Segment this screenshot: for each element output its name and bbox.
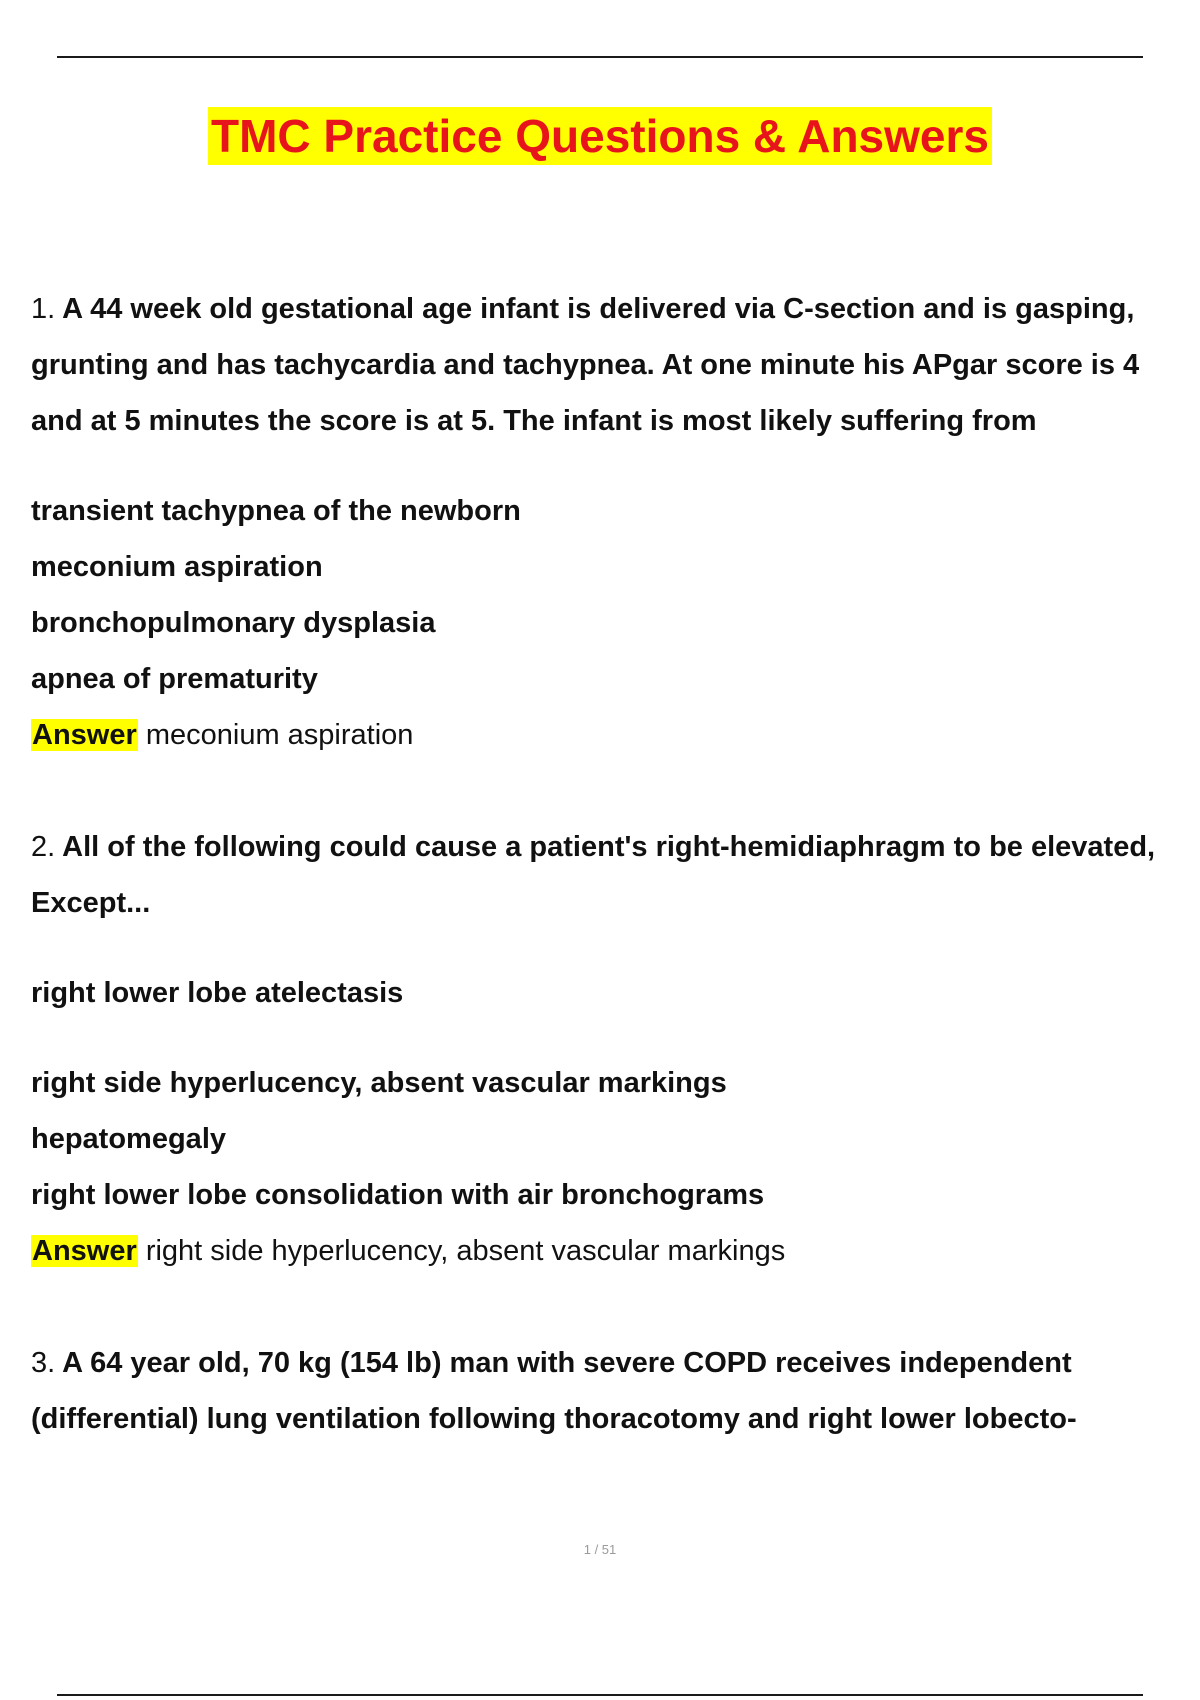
question-3: [31, 1335, 1191, 1447]
question-1-text: [31, 281, 1191, 449]
question-stem: A 44 week old gestational age infant is delivered via C-section and is gasping, grunting and has tachycardia and tachypnea. At one minute his APgar score is 4 and at 5 minutes the score is at 5. The infant is most likely suffering from: [31, 293, 1140, 437]
option: meconium aspiration: [31, 551, 323, 583]
answer-tag: Answer: [32, 719, 137, 751]
question-3-text: [31, 1335, 1191, 1447]
page-number: 1 / 51: [583, 1542, 617, 1557]
option: right lower lobe atelectasis: [31, 977, 404, 1009]
option: apnea of prematurity: [31, 663, 318, 695]
answer-text: meconium aspiration: [145, 719, 414, 751]
question-number: 1.: [31, 293, 56, 325]
top-rule: [57, 56, 1143, 58]
document-title: TMC Practice Questions & Answers: [208, 107, 992, 165]
question-stem: A 64 year old, 70 kg (154 lb) man with severe COPD receives independent (differential) lung ventilation following thoracotomy and right lower lobecto-: [31, 1347, 1077, 1435]
option: right lower lobe consolidation with air bronchograms: [31, 1179, 765, 1211]
option: right side hyperlucency, absent vascular markings: [31, 1067, 727, 1099]
option: bronchopulmonary dysplasia: [31, 607, 436, 639]
answer-text: right side hyperlucency, absent vascular markings: [145, 1235, 786, 1267]
answer-tag: Answer: [32, 1235, 137, 1267]
option: hepatomegaly: [31, 1123, 226, 1155]
question-1: [31, 281, 1191, 763]
title-container: [0, 107, 1200, 165]
bottom-rule: [57, 1694, 1143, 1696]
question-2-answer: [31, 1223, 1191, 1279]
question-2: [31, 819, 1191, 1279]
question-1-answer: [31, 707, 1191, 763]
question-2-text: [31, 819, 1191, 931]
question-number: 2.: [31, 831, 56, 863]
question-stem: All of the following could cause a patient's right-hemidiaphragm to be elevated, Except...: [31, 831, 1156, 919]
question-1-options: [31, 483, 1191, 707]
question-list: [31, 281, 1191, 1447]
question-number: 3.: [31, 1347, 56, 1379]
option: transient tachypnea of the newborn: [31, 495, 521, 527]
question-2-options: [31, 965, 1191, 1223]
